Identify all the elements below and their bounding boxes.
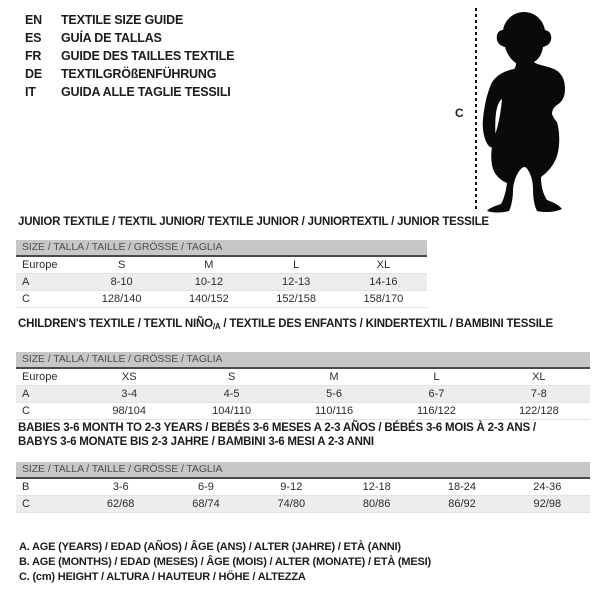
row-label-cell: B [22, 481, 30, 493]
size-cell: S [227, 371, 236, 383]
size-cell: M [329, 371, 339, 383]
height-dimension-line [475, 8, 477, 209]
size-cell: L [293, 259, 300, 271]
size-cell: 128/140 [101, 293, 142, 305]
size-cell: 110/116 [314, 405, 354, 417]
language-title: GUIDE DES TAILLES TEXTILE [61, 49, 235, 63]
height-dimension-label: C [455, 106, 464, 120]
size-section-1 [16, 317, 590, 420]
size-cell: 152/158 [276, 293, 316, 305]
footnote: C. (cm) HEIGHT / ALTURA / HAUTEUR / HÖHE / ALTEZZA [19, 571, 306, 583]
size-cell: 12-13 [282, 276, 311, 288]
size-cell: XL [532, 371, 546, 383]
row-label-cell: C [22, 293, 30, 305]
language-code: IT [25, 85, 36, 99]
size-cell: 8-10 [110, 276, 133, 288]
size-cell: 4-5 [223, 388, 240, 400]
size-cell: 3-4 [121, 388, 138, 400]
language-title: GUÍA DE TALLAS [61, 31, 162, 45]
size-cell: 86/92 [448, 498, 476, 510]
size-table [16, 367, 590, 420]
table-row [16, 369, 590, 386]
size-header-bar: SIZE / TALLA / TAILLE / GRÖSSE / TAGLIA [16, 462, 590, 477]
language-item [25, 29, 234, 47]
size-cell: 92/98 [533, 498, 562, 510]
language-title: TEXTILGRÖßENFÜHRUNG [61, 67, 217, 81]
size-cell: 158/170 [363, 293, 404, 305]
size-cell: M [204, 259, 214, 271]
size-header-bar: SIZE / TALLA / TAILLE / GRÖSSE / TAGLIA [16, 240, 427, 255]
row-label-cell: C [22, 498, 30, 510]
language-code: DE [25, 67, 42, 81]
language-title: TEXTILE SIZE GUIDE [61, 13, 184, 27]
language-item [25, 47, 234, 65]
language-code: EN [25, 13, 42, 27]
size-cell: 7-8 [530, 388, 547, 400]
language-item [25, 65, 234, 83]
size-cell: 80/86 [362, 498, 391, 510]
section-heading [16, 317, 590, 334]
row-label-cell: Europe [22, 371, 58, 383]
size-cell: 74/80 [277, 498, 306, 510]
section-heading [16, 421, 590, 449]
size-table [16, 477, 590, 513]
language-item [25, 11, 234, 29]
table-row [16, 386, 590, 403]
heading-text: BABYS 3-6 MONATE BIS 2-3 JAHRE / BAMBINI 3-6 MESI A 2-3 ANNI [18, 436, 374, 448]
table-row [16, 496, 590, 513]
size-cell: 6-7 [428, 388, 445, 400]
size-cell: 116/122 [416, 405, 456, 417]
table-row [16, 403, 590, 420]
section-heading-line [18, 421, 590, 435]
size-cell: L [433, 371, 440, 383]
section-heading-line [18, 215, 489, 229]
size-cell: 140/152 [188, 293, 229, 305]
heading-text: / TEXTILE DES ENFANTS / KINDERTEXTIL / BAMBINI TESSILE [220, 318, 553, 330]
footnotes [19, 540, 431, 585]
language-guide-list [25, 11, 234, 101]
table-row [16, 257, 427, 274]
heading-text: CHILDREN'S TEXTILE / TEXTIL NIÑO [18, 318, 213, 330]
size-cell: 98/104 [112, 405, 147, 417]
size-cell: 68/74 [192, 498, 220, 510]
toddler-silhouette-icon [478, 9, 570, 213]
row-label-cell: Europe [22, 259, 58, 271]
language-code: FR [25, 49, 42, 63]
heading-text: JUNIOR TEXTILE / TEXTIL JUNIOR/ TEXTILE JUNIOR / JUNIORTEXTIL / JUNIOR TESSILE [18, 216, 489, 228]
size-section-2 [16, 421, 590, 513]
table-row [16, 291, 427, 308]
row-label-cell: A [22, 276, 30, 288]
table-row [16, 479, 590, 496]
language-title: GUIDA ALLE TAGLIE TESSILI [61, 85, 231, 99]
size-cell: 62/68 [106, 498, 135, 510]
size-cell: 3-6 [112, 481, 129, 493]
size-cell: 122/128 [518, 405, 559, 417]
footnote: A. AGE (YEARS) / EDAD (AÑOS) / ÂGE (ANS) / ALTER (JAHRE) / ETÀ (ANNI) [19, 541, 401, 553]
size-cell: 14-16 [369, 276, 398, 288]
size-cell: 18-24 [447, 481, 477, 493]
section-heading [16, 215, 489, 229]
heading-subscript: /A [212, 322, 221, 331]
size-cell: 5-6 [326, 388, 342, 400]
table-row [16, 274, 427, 291]
language-item [25, 83, 234, 101]
size-section-0 [16, 215, 489, 308]
language-code: ES [25, 31, 42, 45]
size-cell: 24-36 [533, 481, 562, 493]
size-header-bar: SIZE / TALLA / TAILLE / GRÖSSE / TAGLIA [16, 352, 590, 367]
size-cell: S [117, 259, 126, 271]
row-label-cell: A [22, 388, 30, 400]
footnote: B. AGE (MONTHS) / EDAD (MESES) / ÂGE (MOIS) / ALTER (MONATE) / ETÀ (MESI) [19, 556, 431, 568]
size-cell: XS [121, 371, 137, 383]
size-table [16, 255, 427, 308]
size-cell: 9-12 [280, 481, 303, 493]
section-heading-line [18, 435, 590, 449]
section-heading-line [18, 317, 590, 334]
size-cell: 10-12 [194, 276, 223, 288]
size-cell: 6-9 [198, 481, 214, 493]
size-cell: XL [376, 259, 391, 271]
size-cell: 12-18 [362, 481, 391, 493]
size-cell: 104/110 [212, 405, 252, 417]
row-label-cell: C [22, 405, 30, 417]
heading-text: BABIES 3-6 MONTH TO 2-3 YEARS / BEBÉS 3-6 MESES A 2-3 AÑOS / BÉBÉS 3-6 MOIS À 2-3 ANS / [18, 422, 536, 434]
